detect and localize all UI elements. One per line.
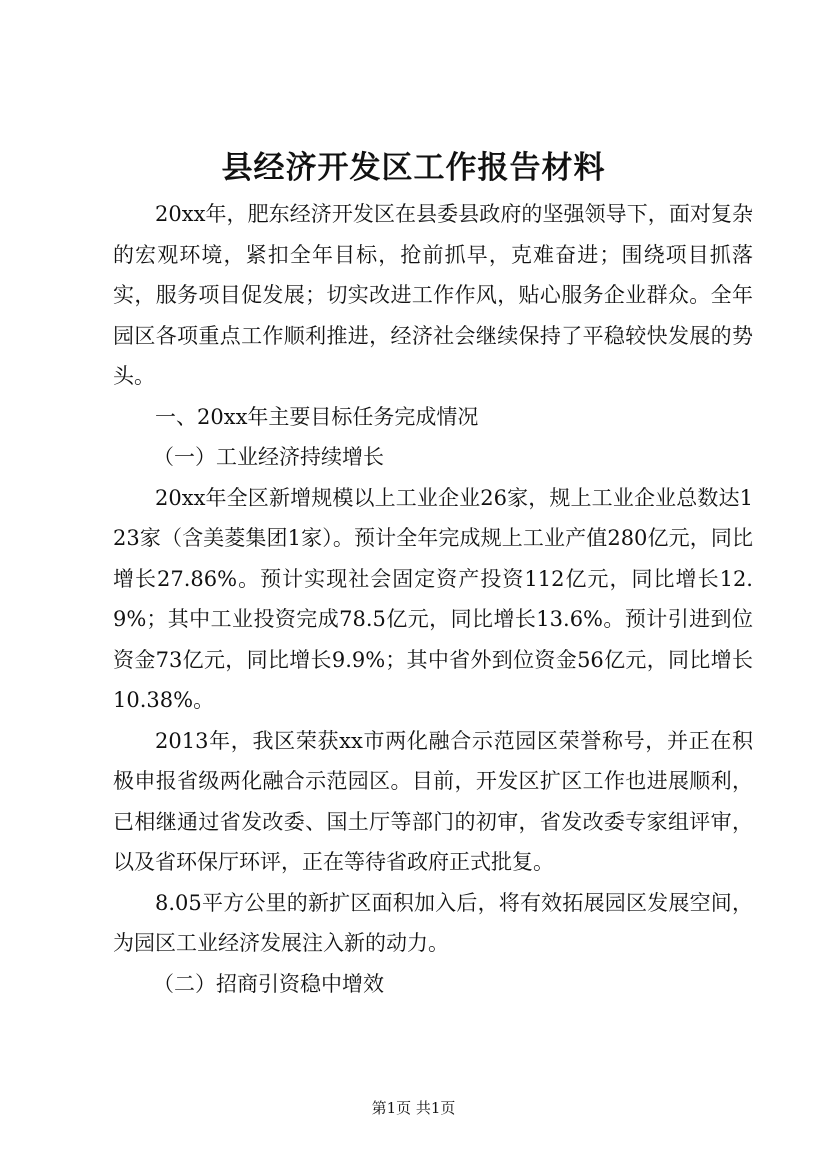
paragraph-expansion-area: 8.05平方公里的新扩区面积加入后，将有效拓展园区发展空间，为园区工业经济发展注入新的动力。 [113,890,753,955]
subsection-heading-1: （一）工业经济持续增长 [153,445,384,469]
paragraph-intro: 20xx年，肥东经济开发区在县委县政府的坚强领导下，面对复杂的宏观环境，紧扣全年目标，抢前抓早，克难奋进；围绕项目抓落实，服务项目促发展；切实改进工作作风，贴心服务企业群众。全年园区各项重点工作顺利推进，经济社会继续保持了平稳较快发展的势头。 [113,202,753,388]
document-body [113,194,753,1004]
document-title: 县经济开发区工作报告材料 [221,150,606,186]
paragraph-industry-stats: 20xx年全区新增规模以上工业企业26家，规上工业企业总数达123家（含美菱集团1家）。预计全年完成规上工业产值280亿元，同比增长27.86%。预计实现社会固定资产投资112亿元，同比增长12.9%；其中工业投资完成78.5亿元，同比增长13.6%。预计引进到位资金73亿元，同比增长9.9%；其中省外到位资金56亿元，同比增长10.38%。 [113,485,753,712]
section-heading-1: 一、20xx年主要目标任务完成情况 [155,404,479,429]
page-number-footer: 第1页 共1页 [371,1099,456,1117]
subsection-heading-2: （二）招商引资稳中增效 [153,971,384,996]
paragraph-2013-honor: 2013年，我区荣获xx市两化融合示范园区荣誉称号，并正在积极申报省级两化融合示范园区。目前，开发区扩区工作也进展顺利，已相继通过省发改委、国土厅等部门的初审，省发改委专家组评审，以及省环保厅环评，正在等待省政府正式批复。 [113,728,753,874]
